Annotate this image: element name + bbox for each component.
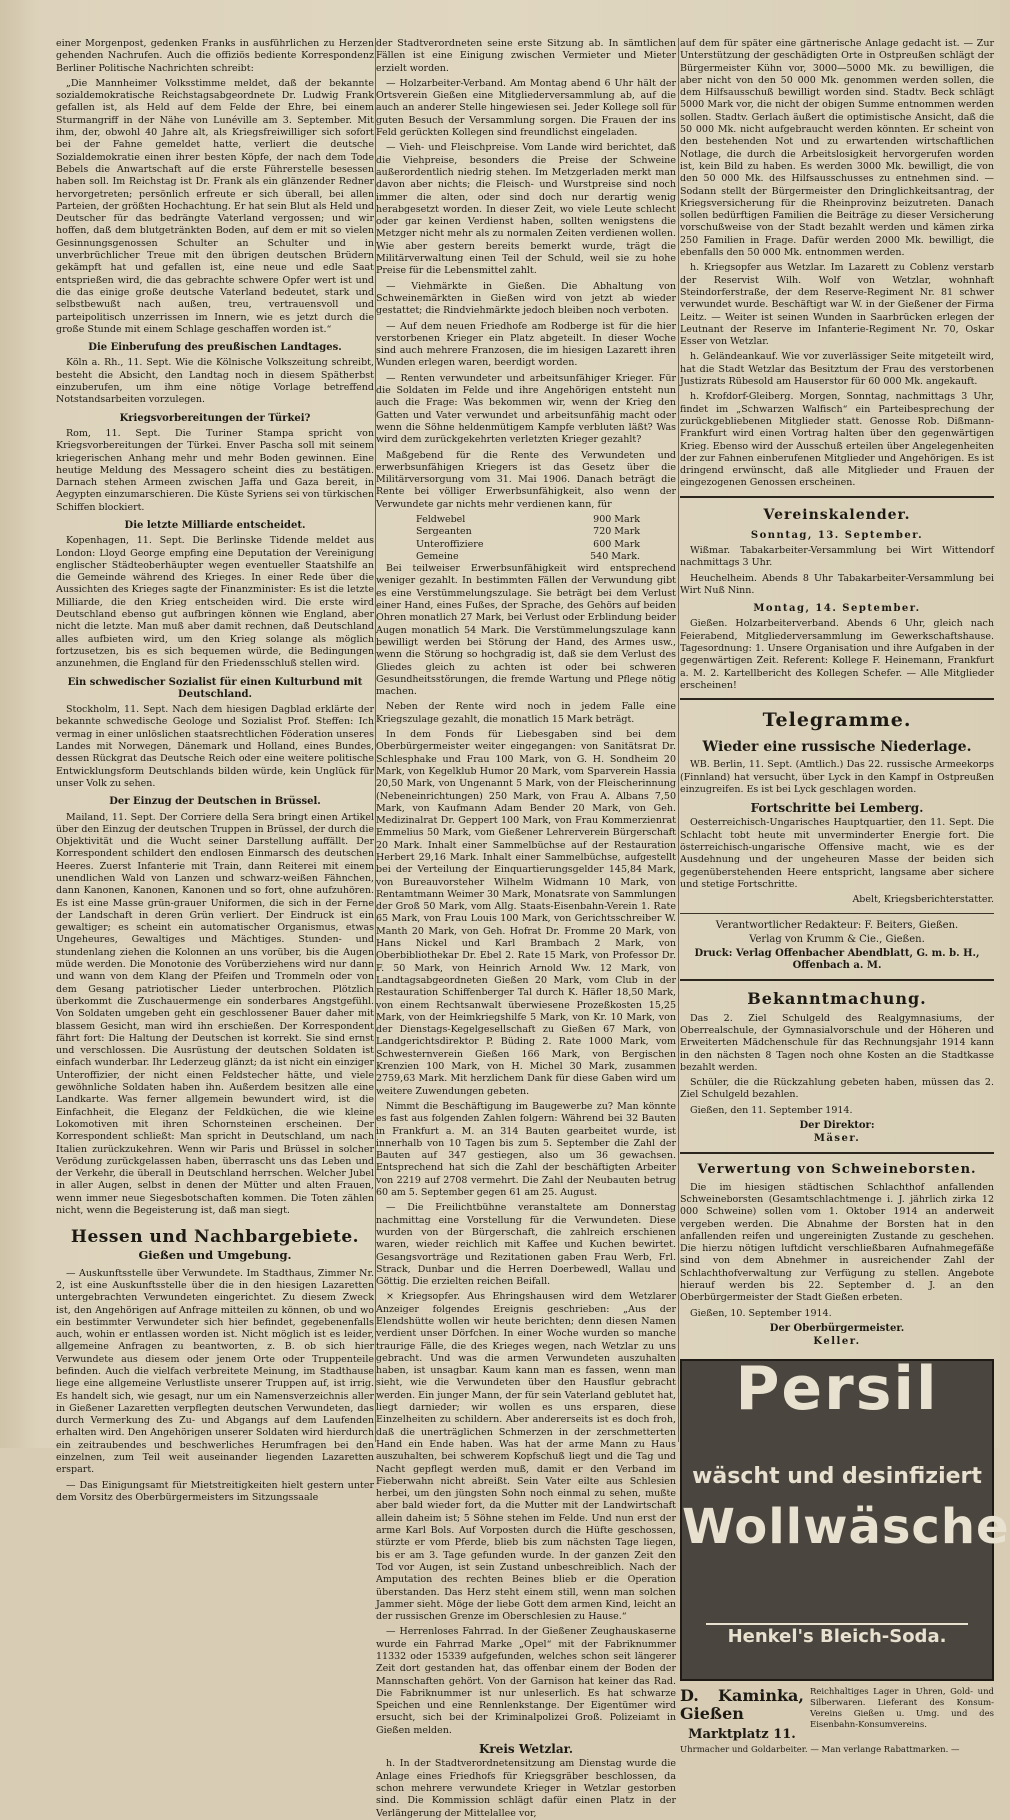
table-row: Gemeine 540 Mark. [416, 550, 640, 562]
notice-title: Bekanntmachung. [747, 988, 927, 1008]
notice-signature: Der Oberbürgermeister. [769, 1322, 905, 1334]
section-title: Vereinskalender. [763, 506, 911, 523]
imprint-line: Verlag von Krumm & Cie., Gießen. [749, 933, 925, 945]
article-paragraph: — Holzarbeiter-Verband. Am Montag abend 6 Uhr hält der Ortsverein Gießen eine Mitgliederversammlung ab, auf die auch an anderer Stelle hingewiesen sei. Jeder Kollege soll für guten Besuch der Versammlung sorgen. Die Frauen der ins Feld gerückten Kollegen sind freundlichst eingeladen. [376, 77, 676, 139]
divider [680, 1152, 994, 1154]
divider [680, 496, 994, 498]
ad-shop-name: D. Kaminka, Gießen [680, 1685, 804, 1723]
article-paragraph: × Kriegsopfer. Aus Ehringshausen wird dem Wetzlarer Anzeiger folgendes Ereignis geschrieben: „Aus der Elendshütte wollen wir heute berichten; denn diesen Namen verdient unser Dörfchen. In einer Woche wurden so manche traurige Fälle, die des Krieges wegen, nach Wetzlar zu uns gebracht. Und was die armen Verwundeten auszuhalten haben, ist unsagbar. Kaum kann man es fassen, wenn man sieht, wie die Verwundeten über den Hausflur gebracht werden. Ein junger Mann, der für sein Vaterland geblutet hat, liegt darnieder; wir wollen es uns ersparen, diese Einzelheiten zu schildern. Aber andererseits ist es doch froh, daß die unerträglichen Schmerzen in der zerschmetterten Hand ein Ende haben. Was hat der arme Mann zu Haus auszuhalten, bei schwerem Kopfschuß liegt und die Tag und Nacht gepflegt werden muß, damit er den Verband im Fieberwahn nicht abreißt. Sein Vater eilte aus Schlesien herbei, um den jüngsten Sohn noch einmal zu sehen, mußte aber bald wieder fort, da die Mutter mit der Landwirtschaft allein daheim ist; 5 Söhne stehen im Felde. Und nun erst der arme Karl Bols. Auf Vorposten durch die Hüfte geschossen, stürzte er vom Pferde, blieb bis zum nächsten Tage liegen, bis er am 3. Tage gefunden wurde. In der ganzen Zeit den Tod vor Augen, ist sein Zustand unbeschreiblich. Nach der Amputation des rechten Beines blieb er die Operation überstanden. Das Herz steht einem still, wenn man solchen Jammer sieht. Möge der liebe Gott dem armen Kind, leicht an der russischen Grenze im Oberschlesien zu Hause.“ [376, 1291, 676, 1623]
article-paragraph: auf dem für später eine gärtnerische Anlage gedacht ist. — Zur Unterstützung der geschädigten Orte in Ostpreußen schlägt der Bürgermeister Kühn vor, 3000—5000 Mk. zu bewilligen, die aber nicht von den 50 000 Mk. genommen werden sollen, die dem Hilfsausschuß bewilligt worden sind. Stadtv. Beck schlägt 5000 Mark vor, die nicht der obigen Summe entnommen werden sollen. Stadtv. Gerlach äußert die optimistische Ansicht, daß die 50 000 Mk. nicht aufgebraucht werden könnten. Er scheint von den bestehenden Not und zu erwartenden wirtschaftlichen Notlage, die durch die Arbeitslosigkeit hervorgerufen worden ist, kein Bild zu haben. Es werden 3000 Mk. bewilligt, die von den 50 000 Mk. des Hilfsausschusses zu entnehmen sind. — Sodann stellt der Bürgermeister den Dringlichkeitsantrag, der Kriegsversicherung für die Rheinprovinz beizutreten. Danach sollen bedürftigen Familien die Beiträge zu dieser Versicherung vorschußweise von der Stadt bezahlt werden und kämen zirka 250 Familien in Frage. Dafür werden 2000 Mk. bewilligt, die ebenfalls den 50 000 Mk. entnommen werden. [680, 38, 994, 259]
notice-date: Gießen, den 11. September 1914. [690, 1104, 853, 1116]
article-paragraph: Kopenhagen, 11. Sept. Die Berlinske Tidende meldet aus London: Lloyd George empfing eine Deputation der Vereinigung englischer Städteoberhäupter wegen eventueller Staatshilfe an die Gemeinde während des Krieges. In einer Rede über die Aussichten des Krieges sagte der Finanzminister: Es ist die letzte Milliarde, die den Krieg entscheiden wird. Die erste wird Deutschland ebenso gut aufbringen können wie England, aber nicht die letzte. Man muß aber damit rechnen, daß Deutschland alles aufbieten wird, um den Krieg solange als möglich fortzusetzen, bis es sich bequemen würde, die Bedingungen anzunehmen, die England für den Friedensschluß stellen wird. [56, 535, 374, 670]
ad-shop-text: Reichhaltiges Lager in Uhren, Gold- und Silberwaren. Lieferant des Konsum-Vereins Gießen u. Umg. und des Eisenbahn-Konsumvereins. [810, 1686, 994, 1730]
article-paragraph: — Auskunftsstelle über Verwundete. Im Stadthaus, Zimmer Nr. 2, ist eine Auskunftsstelle über die in den hiesigen Lazaretten untergebrachten Verwundeten eingerichtet. Zu diesem Zweck ist, den Angehörigen auf Anfrage mitteilen zu können, ob und wo ein bestimmter Verwundeter sich hier befindet, gegebenenfalls auch, wohin er entlassen worden ist. Nicht möglich ist es leider, allgemeine Anfragen zu beantworten, z. B. ob sich hier Verwundete aus diesem oder jenem Orte oder Truppenteile befinden. Auch die vielfach verbreitete Meinung, im Stadthause liege eine allgemeine Verlustliste unserer Truppen auf, ist irrig. Es handelt sich, wie gesagt, nur um ein Namensverzeichnis aller in Gießener Lazaretten verpflegten deutschen Verwundeten, das durch Vermerkung des Zu- und Abgangs auf dem Laufenden erhalten wird. Den Angehörigen unserer Soldaten wird hierdurch ein zeitraubendes und beschwerliches Herumfragen bei den einzelnen, zum Teil weit auseinander liegenden Lazaretten erspart. [56, 1267, 374, 1476]
article-paragraph: — Vieh- und Fleischpreise. Vom Lande wird berichtet, daß die Viehpreise, besonders die Preise der Schweine außerordentlich niedrig stehen. Im Metzgerladen merkt man davon aber nichts; die Fleisch- und Wurstpreise sind noch immer die alten, oder sind doch nur derartig wenig herabgesetzt worden. In dieser Zeit, wo viele Leute schlecht oder gar keinen Verdienst haben, sollten wenigstens die Metzger nicht mehr als zu normalen Zeiten verdienen wollen. Wie aber gestern bereits bemerkt wurde, trägt die Militärverwaltung einen Teil der Schuld, weil sie zu hohe Preise für die Lebensmittel zahlt. [376, 142, 676, 277]
table-row: Unteroffiziere 600 Mark [416, 538, 640, 550]
article-heading: Die letzte Milliarde entscheidet. [124, 519, 306, 531]
ad-slogan: wäscht und desinfiziert [692, 1463, 982, 1489]
article-paragraph: h. Krofdorf-Gleiberg. Morgen, Sonntag, nachmittags 3 Uhr, findet im „Schwarzen Walfisch“ ein Parteibesprechung der zurückgebliebenen Mitglieder statt. Genosse Rob. Dißmann-Frankfurt wird einen Vortrag halten über den gegenwärtigen Krieg. Ebenso wird der Ausschuß erteilen über Angelegenheiten der zur Fahnen einberufenen Mitglieder und Angehörigen. Es ist dringend erwünscht, daß alle Mitglieder und Frauen der eingezogenen Genossen erscheinen. [680, 391, 994, 489]
calendar-entry: Heuchelheim. Abends 8 Uhr Tabakarbeiter-Versammlung bei Wirt Nuß Ninn. [680, 572, 994, 596]
article-paragraph: — Renten verwundeter und arbeitsunfähiger Krieger. Für die Soldaten im Felde und ihre Angehörigen entsteht nun auch die Frage: Was bekommen wir, wenn der Krieg den Gatten und Vater verwundet und arbeitsunfähig macht oder wenn die Söhne heldenmütigem Kampfe verbluten läßt? Was wird dem zurückgekehrten verletzten Krieger gezahlt? [376, 372, 676, 446]
calendar-entry: Gießen. Holzarbeiterverband. Abends 6 Uhr, gleich nach Feierabend, Mitgliederversammlung im Gewerkschaftshause. Tagesordnung: 1. Unsere Organisation und ihre Aufgaben in der gegenwärtigen Zeit. Referent: Kollege F. Heinemann, Frankfurt a. M. 2. Kartellbericht des Kollegen Schefer. — Alle Mitglieder erscheinen! [680, 618, 994, 691]
divider [680, 979, 994, 981]
article-paragraph: Nimmt die Beschäftigung im Baugewerbe zu? Man könnte es fast aus folgenden Zahlen folgern: Während bei 32 Bauten in Frankfurt a. M. an 314 Bauten gearbeitet wurde, ist innerhalb von 10 Tagen bis zum 5. September die Zahl der Bauten auf 347 gestiegen, also um 36 gewachsen. Entsprechend hat sich die Zahl der beschäftigten Arbeiter von 2219 auf 2708 vermehrt. Die Zahl der Neubauten betrug 60 am 5. September gegen 61 am 25. August. [376, 1100, 676, 1199]
calendar-entry: Wißmar. Tabakarbeiter-Versammlung bei Wirt Wittendorf nachmittags 3 Uhr. [680, 544, 994, 569]
article-paragraph: Köln a. Rh., 11. Sept. Wie die Kölnische Volkszeitung schreibt, besteht die Absicht, den Landtag noch in diesem Spätherbst einzuberufen, um ihm eine nötige Vorlage betreffend Notstandsarbeiten vorzulegen. [56, 357, 374, 406]
section-title: Hessen und Nachbargebiete. [70, 1227, 360, 1248]
article-paragraph: — Viehmärkte in Gießen. Die Abhaltung von Schweinemärkten in Gießen wird von jetzt ab wieder gestattet; die Rindviehmärkte jedoch bleiben noch verboten. [376, 280, 676, 317]
persil-advertisement [680, 1353, 1010, 1681]
column-1 [56, 38, 374, 1503]
article-paragraph: einer Morgenpost, gedenken Franks in ausführlichen zu Herzen gehenden Nachrufen. Auch die offiziös bediente Korrespondenz Berliner Politische Nachrichten schreibt: [56, 38, 374, 74]
article-paragraph: Maßgebend für die Rente des Verwundeten und erwerbsunfähigen Kriegers ist das Gesetz über die Militärversorgung vom 31. Mai 1906. Danach beträgt die Rente bei völliger Erwerbsunfähigkeit, also wenn der Verwundete gar nichts mehr verdienen kann, für [376, 449, 676, 510]
notice-signature: Der Direktor: [799, 1120, 875, 1132]
notice-title: Verwertung von Schweineborsten. [697, 1161, 977, 1177]
article-heading: Die Einberufung des preußischen Landtages. [88, 342, 342, 354]
article-heading: Der Einzug der Deutschen in Brüssel. [109, 796, 321, 808]
article-paragraph: Mailand, 11. Sept. Der Corriere della Sera bringt einen Artikel über den Einzug der deutschen Truppen in Brüssel, der durch die Objektivität und die Wucht seiner Darstellung auffällt. Der Korrespondent schildert den endlosen Einmarsch des deutschen Heeres. Zuerst Infanterie mit Train, dann Reiterei mit einem unendlichen Wald von Lanzen und schwarz-weißen Fähnchen, dann Kanonen, Kanonen, Kanonen und so fort, ohne aufzuhören. Es ist eine Masse grün-grauer Uniformen, die sich in der Ferne der Landschaft in deren Grün verliert. Der Eindruck ist ein gewaltiger; es scheint ein automatischer Organismus, etwas Ungeheures, Gewaltiges und Mächtiges. Stunden- und stundenlang ziehen die Kolonnen an uns vorüber, bis die Augen müde werden. Die Monotonie des Vorüberziehens wird nur dann und wann von dem Klang der Pfeifen und Trommeln oder von dem Gesang patriotischer Lieder unterbrochen. Plötzlich überkommt die Zuschauermenge ein sonderbares Angstgefühl. Von Soldaten umgeben geht ein geschlossener Bauer daher mit blassem Gesicht, man wird ihn erschießen. Der Korrespondent fährt fort: Die Haltung der Deutschen ist korrekt. Sie sind ernst und verschlossen. Die Ausrüstung der deutschen Soldaten ist einfach wunderbar. Ihr Lederzeug glänzt; da ist nicht ein einziger Unteroffizier, der nicht einen Feldstecher hätte, und viele gewöhnliche Soldaten haben ihn. Außerdem besitzen alle eine Landkarte. Was ferner allgemein bewundert wird, ist die Einfachheit, die Eleganz der Feldküchen, die wie kleine Lokomotiven mit ihren Schornsteinen erscheinen. Der Korrespondent schließt: Man spricht in Deutschland, um nach Italien zurückzukehren. Wenn wir Paris und Brüssel in solcher Verödung zurückgelassen haben, überrascht uns das Leben und der Verkehr, die überall in Deutschland herrschen. Welcher Jubel in aller Augen, selbst in denen der Mütter und alten Frauen, wenn immer neue Siegesbotschaften kommen. Die Toten zählen nicht, wenn die Begeisterung ist, daß man siegt. [56, 811, 374, 1217]
divider [680, 698, 994, 700]
article-paragraph: WB. Berlin, 11. Sept. (Amtlich.) Das 22. russische Armeekorps (Finnland) hat versucht, über Lyck in den Kampf in Ostpreußen einzugreifen. Es ist bei Lyck geschlagen worden. [680, 759, 994, 795]
article-paragraph: h. Kriegsopfer aus Wetzlar. Im Lazarett zu Coblenz verstarb der Reservist Wilh. Wolf von Wetzlar, wohnhaft Steindorferstraße, der dem Reserve-Regiment Nr. 81 schwer verwundet wurde. Beschäftigt war W. in der Gießener der Firma Leitz. — Weiter ist seinen Wunden in Saarbrücken erlegen der Leutnant der Reserve im Infanterie-Regiment Nr. 70, Oskar Esser von Wetzlar. [680, 262, 994, 348]
notice-date: Gießen, 10. September 1914. [690, 1307, 832, 1319]
ad-product: Wollwäsche [682, 1498, 1010, 1555]
article-paragraph: Neben der Rente wird noch in jedem Falle eine Kriegszulage gezahlt, die monatlich 15 Mark beträgt. [376, 701, 676, 725]
notice-paragraph: Schüler, die die Rückzahlung gebeten haben, müssen das 2. Ziel Schulgeld bezahlen. [680, 1077, 994, 1101]
article-heading: Kriegsvorbereitungen der Türkei? [119, 412, 311, 424]
article-signature: Abelt, Kriegsberichterstatter. [852, 894, 994, 906]
kaminka-advertisement [680, 1687, 994, 1741]
calendar-date: Sonntag, 13. September. [750, 529, 924, 541]
article-heading: Wieder eine russische Niederlage. [702, 739, 972, 756]
article-paragraph: h. In der Stadtverordnetensitzung am Dienstag wurde die Anlage eines Friedhofs für Kriegsgräber beschlossen, da schon mehrere verwundete Krieger in Wetzlar gestorben sind. Die Kommission schlägt dafür einen Platz in der Verlängerung der Mittelallee vor, [376, 1758, 676, 1819]
article-paragraph: Oesterreichisch-Ungarisches Hauptquartier, den 11. Sept. Die Schlacht tobt heute mit unverminderter Energie fort. Die österreichisch-ungarische Offensive macht, wie es der Ausdehnung und der ungeheuren Masse der beiden sich gegenüberstehenden Heere entspricht, langsame aber sichere und stetige Fortschritte. [680, 817, 994, 890]
article-paragraph: „Die Mannheimer Volksstimme meldet, daß der bekannte sozialdemokratische Reichstagsabgeordnete Dr. Ludwig Frank gefallen ist, als Held auf dem Felde der Ehre, bei einem Sturmangriff in der Nähe von Lunéville am 3. September. Mit ihm, der, obwohl 40 Jahre alt, als Kriegsfreiwilliger sich sofort bei der Fahne gemeldet hatte, verliert die deutsche Sozialdemokratie einen ihrer besten Köpfe, der nach dem Tode Bebels die Anwartschaft auf die erste Führerstelle besessen haben soll. Im Reichstag ist Dr. Frank als ein glänzender Redner hervorgetreten; persönlich erfreute er sich überall, bei allen Parteien, der größten Hochachtung. Er hat sein Blut als Held und Deutscher für das bedrängte Vaterland vergossen; und wir hoffen, daß dem blutgetränkten Boden, auf dem er mit so vielen Gesinnungsgenossen Schulter an Schulter und in unverbrüchlicher Treue mit den übrigen deutschen Brüdern gekämpft hat und gefallen ist, eine neue und edle Saat entsprießen wird, die das gebrachte schwere Opfer wert ist und die das einige große deutsche Vaterland bedeutet, stark und selbstbewußt nach außen, treu, vertrauensvoll und parteipolitisch unzerrissen im Innern, wie es jetzt durch die große Stunde mit einem Schlage geschaffen worden ist.“ [56, 77, 374, 335]
article-paragraph: Rom, 11. Sept. Die Turiner Stampa spricht von Kriegsvorbereitungen der Türkei. Enver Pascha soll mit seinem kriegerischen Anhang mehr und mehr Boden gewinnen. Eine heutige Meldung des Messagero scheint dies zu bestätigen. Darnach stehen Armeen zwischen Jaffa und Gaza bereit, in Aegypten einzumarschieren. Die Küste Syriens sei von türkischen Schiffen blockiert. [56, 427, 374, 513]
calendar-date: Montag, 14. September. [753, 603, 921, 615]
article-paragraph: Stockholm, 11. Sept. Nach dem hiesigen Dagblad erklärte der bekannte schwedische Geologe und Sozialist Prof. Steffen: Ich vermag in einer unlöslichen staatsrechtlichen Föderation unseres Landes mit Norwegen, Dänemark und Holland, eines Bundes, dessen Rückgrat das Deutsche Reich oder eine weitere politische Entwicklungsform Deutschlands bilden würde, kein Unglück für unser Volk zu sehen. [56, 704, 374, 789]
article-paragraph: — Die Freilichtbühne veranstaltete am Donnerstag nachmittag eine Vorstellung für die Verwundeten. Diese wurden von der Bürgerschaft, die zahlreich erschienen waren, wieder reichlich mit Kaffee und Kuchen bewirtet. Gesangsvorträge und Rezitationen gaben Frau Werb, Frl. Strack, Dunbar und die Herren Doerbewedl, Wallau und Göttig. Die erzielten reichen Beifall. [376, 1202, 676, 1288]
column-rule [678, 38, 679, 1442]
notice-signature: Keller. [813, 1336, 861, 1348]
ad-footer: Henkel's Bleich-Soda. [706, 1623, 968, 1643]
article-paragraph: Bei teilweiser Erwerbsunfähigkeit wird entsprechend weniger gezahlt. In bestimmten Fällen der Verwundung gibt es eine Verstümmelungszulage. Sie beträgt bei dem Verlust einer Hand, eines Fußes, der Sprache, des Gehörs auf beiden Ohren monatlich 27 Mark, bei Verlust oder Erblindung beider Augen monatlich 54 Mark. Die Verstümmelungszulage kann bewilligt werden bei Störung der Hand, des Armes usw., wenn die Störung so hochgradig ist, daß sie dem Verlust des Gliedes gleich zu achten ist oder bei schweren Gesundheitsstörungen, die fremde Wartung und Pflege nötig machen. [376, 563, 676, 698]
column-2 [376, 38, 676, 1819]
article-heading: Ein schwedischer Sozialist für einen Kulturbund mit Deutschland. [67, 676, 363, 700]
article-paragraph: — Das Einigungsamt für Mietstreitigkeiten hielt gestern unter dem Vorsitz des Oberbürgermeisters im Sitzungssaale [56, 1479, 374, 1503]
ad-shop-address: Marktplatz 11. [688, 1726, 796, 1742]
article-paragraph: — Herrenloses Fahrrad. In der Gießener Zeughauskaserne wurde ein Fahrrad Marke „Opel“ mit der Fabriknummer 11332 oder 15339 aufgefunden, welches schon seit längerer Zeit dort gestanden hat, das offenbar einem der Boden der Mannschaften gehört. Von der Garnison hat keiner das Rad. Die Fabriknummer ist nur unleserlich. Es hat schwarze Speichen und eine Rennlenkstange. Der Eigentümer wird ersucht, sich bei der Kriminalpolizei Groß. Polizeiamt in Gießen melden. [376, 1626, 676, 1736]
ad-brand: Persil [735, 1353, 939, 1424]
ad-shop-footer: Uhrmacher und Goldarbeiter. — Man verlange Rabattmarken. — [680, 1744, 960, 1755]
rente-table [376, 514, 676, 563]
article-paragraph: der Stadtverordneten seine erste Sitzung ab. In sämtlichen Fällen ist eine Einigung zwischen Vermieter und Mieter erzielt worden. [376, 38, 676, 74]
section-title: Telegramme. [762, 709, 912, 732]
article-heading: Fortschritte bei Lemberg. [750, 801, 924, 816]
article-paragraph: In dem Fonds für Liebesgaben sind bei dem Oberbürgermeister weiter eingegangen: von Sanitätsrat Dr. Schlesphake und Frau 100 Mark, von G. H. Sondheim 20 Mark, von Kegelklub Humor 20 Mark, vom Sparverein Hassia 20,50 Mark, von Ungenannt 5 Mark, von der Fleischerinnung (Nebeneinrichtungen) 250 Mark, von Frau A. Albans 7,50 Mark, von Kaufmann Adam Bender 20 Mark, von Geh. Medizinalrat Dr. Geppert 100 Mark, von Frau Kommerzienrat Emmelius 50 Mark, vom Gießener Lehrerverein Bürgerschaft 20 Mark. Inhalt einer Sammelbüchse auf der Restauration Herbert 29,16 Mark. Inhalt einer Sammelbüchse, aufgestellt bei der Verteilung der Einquartierungsgelder 145,84 Mark, von Bureauvorsteher Wilhelm Widmann 10 Mark, von Rentamtmann Weimer 30 Mark, Monatsrate von Sammlungen der Groß 50 Mark, vom Allg. Staats-Eisenbahn-Verein 1. Rate 65 Mark, von Frau Louis 100 Mark, von Gerichtsschreiber W. Manth 20 Mark, von Geh. Hofrat Dr. Fromme 20 Mark, von Hans Nickel und Karl Brambach 2 Mark, von Oberbibliothekar Dr. Ebel 2. Rate 15 Mark, von Professor Dr. F. 50 Mark, von Heinrich Arnold Ww. 12 Mark, von Landtagsabgeordneten Gießen 20 Mark, vom Club in der Restauration Schiffenberger Tal durch K. Häfler 18,50 Mark, von einem Rechtsanwalt überwiesene Prozeßkosten 15,25 Mark, von der Heimkriegshilfe 5 Mark, von Kr. 10 Mark, von der Dienstags-Kegelgesellschaft zu Gießen 67 Mark, von Landgerichtsdirektor P. Büding 2. Rate 1000 Mark, vom Schwesternverein Gießen 166 Mark, von Bergischen Krenzien 100 Mark, von H. Michel 30 Mark, zusammen 2759,63 Mark. Mit herzlichem Dank für diese Gaben wird um weitere Zuwendungen gebeten. [376, 729, 676, 1097]
article-paragraph: — Auf dem neuen Friedhofe am Rodberge ist für die hier verstorbenen Krieger ein Platz abgeteilt. In dieser Woche sind auch mehrere Franzosen, die im hiesigen Lazarett ihren Wunden erlegen waren, beerdigt worden. [376, 320, 676, 369]
notice-paragraph: Das 2. Ziel Schulgeld des Realgymnasiums, der Oberrealschule, der Gymnasialvorschule und der Höheren und Erweiterten Mädchenschule für das Rechnungsjahr 1914 kann in den nächsten 8 Tagen noch ohne Kosten an die Stadtkasse bezahlt werden. [680, 1012, 994, 1073]
divider [680, 913, 994, 914]
column-3 [680, 38, 1010, 1755]
section-subtitle: Gießen und Umgebung. [138, 1248, 292, 1263]
notice-signature: Mäser. [813, 1133, 861, 1145]
imprint-line: Verantwortlicher Redakteur: F. Beiters, Gießen. [715, 919, 959, 931]
table-row: Sergeanten 720 Mark [416, 526, 640, 538]
article-heading: Kreis Wetzlar. [478, 1742, 574, 1757]
imprint-line: Druck: Verlag Offenbacher Abendblatt, G. m. b. H., Offenbach a. M. [694, 948, 980, 972]
article-paragraph: h. Geländeankauf. Wie vor zuverlässiger Seite mitgeteilt wird, hat die Stadt Wetzlar das Besitztum der Frau des verstorbenen Justizrats Rübesold am Hauserstor für 60 000 Mk. angekauft. [680, 351, 994, 388]
notice-paragraph: Die im hiesigen städtischen Schlachthof anfallenden Schweineborsten (Gesamtschlachtmenge i. J. jährlich zirka 12 000 Schweine) sollen vom 1. Oktober 1914 an anderweit vergeben werden. Die Abnahme der Borsten hat in den anfallenden reifen und ungereinigten Zustande zu geschehen. Die hierzu nötigen luftdicht verschließbaren Aufnahmegefäße sind von dem Abnehmer in ausreichender Zahl der Schlachthofverwaltung zur Verfügung zu stellen. Angebote hierauf werden bis 22. September d. J. an den Oberbürgermeister der Stadt Gießen erbeten. [680, 1181, 994, 1304]
table-row: Feldwebel 900 Mark [416, 513, 640, 525]
